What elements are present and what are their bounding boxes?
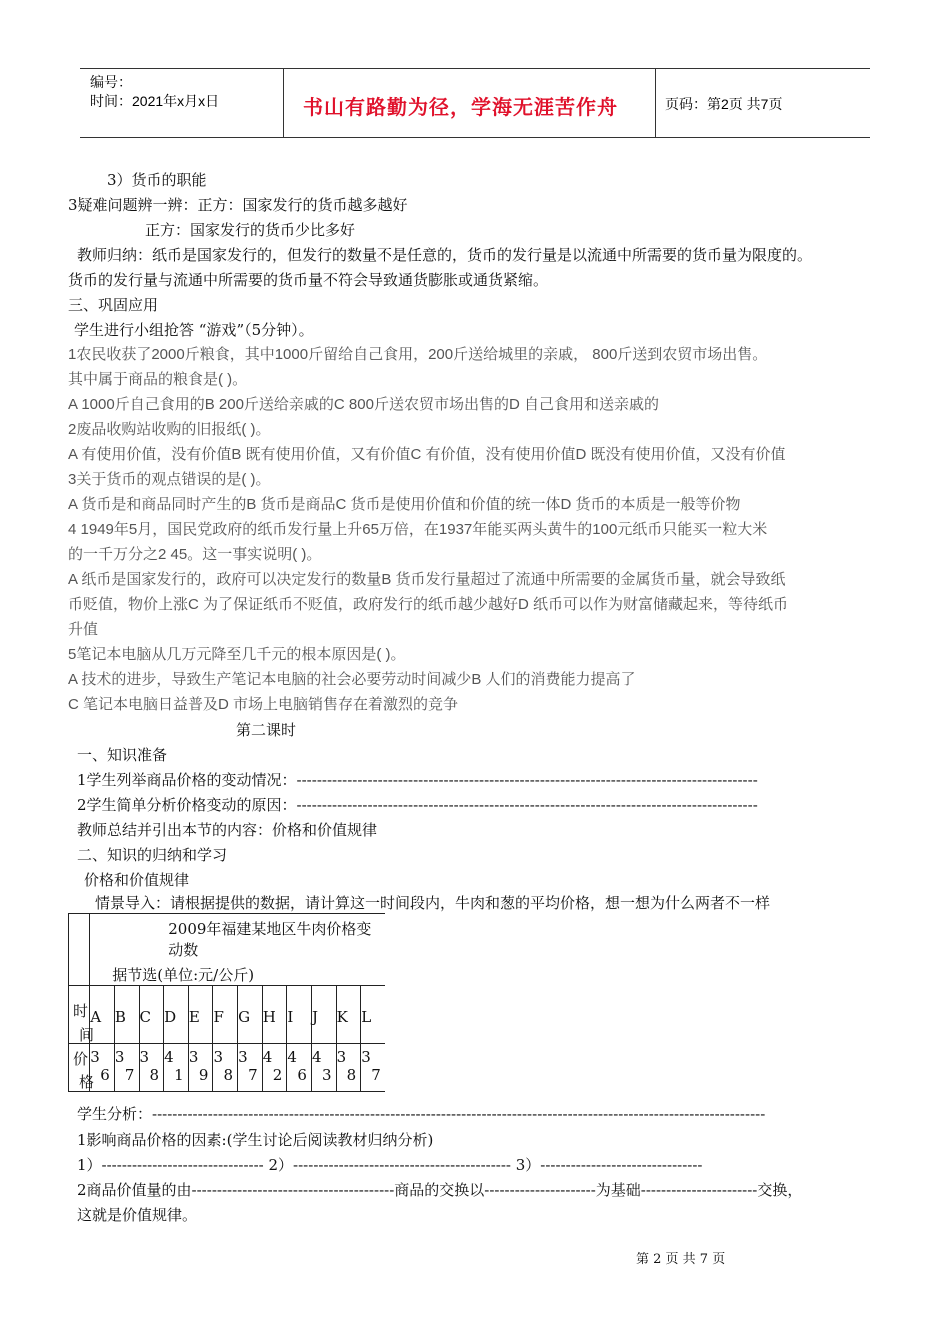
price-digit: 3 [188,1048,199,1066]
time-label-bottom: 间 [79,1026,95,1044]
price-digit: 4 [287,1048,297,1066]
question-text: 1农民收获了2000斤粮食，其中1000斤留给自己食用，200斤送给城里的亲戚， 800斤送到农贸市场出售。 [68,346,768,363]
text-line: 3疑难问题辨一辨：正方：国家发行的货币越多越好 [68,196,408,214]
time-label-top: 时 [73,1002,89,1020]
question-options: 币贬值，物价上涨C 为了保证纸币不贬值，政府发行的纸币越少越好D 纸币可以作为财富储藏起来，等待纸币 [68,596,789,613]
price-label-top: 价 [73,1050,89,1068]
table-cell [164,1044,189,1092]
table-row [69,986,386,1044]
table-cell: B [114,986,139,1044]
table-cell: J [312,986,337,1044]
price-digit: 3 [322,1066,332,1084]
text-line: 2学生简单分析价格变动的原因：------------------------------------------------------------------------------------------- [77,796,758,814]
time-header-cell [69,986,95,1044]
text-line: 学生分析：------------------------------------------------------------------------------------------------------------------------- [77,1105,766,1123]
table-cell [361,1044,385,1092]
price-digit: 4 [312,1048,322,1066]
text-line: 2商品价值量的由----------------------------------------商品的交换以----------------------为基础-----------------------交换， [77,1181,803,1199]
table-cell: G [238,986,263,1044]
page-footer: 第 2 页 共 7 页 [636,1252,726,1267]
beef-price-table [68,913,385,1092]
table-cell [287,1044,312,1092]
document-time: 时间：2021年x月x日 [90,93,220,109]
price-digit: 4 [262,1048,273,1066]
question-text: 2废品收购站收购的旧报纸( )。 [68,421,271,438]
price-label-bottom: 格 [79,1073,95,1091]
price-digit: 9 [198,1066,209,1084]
table-cell: L [361,986,385,1044]
question-text: 其中属于商品的粮食是( )。 [68,371,248,388]
text-line: 正方：国家发行的货币少比多好 [145,221,356,239]
price-digit: 3 [213,1048,223,1066]
question-options: A 纸币是国家发行的，政府可以决定发行的数量B 货币发行量超过了流通中所需要的金属货币量，就会导致纸 [68,571,786,588]
question-options: A 技术的进步，导致生产笔记本电脑的社会必要劳动时间减少B 人们的消费能力提高了 [68,671,636,688]
price-digit: 6 [100,1066,110,1084]
section-heading: 三、巩固应用 [68,296,159,314]
text-line: 1学生列举商品价格的变动情况：------------------------------------------------------------------------------------------- [77,771,758,789]
price-digit: 7 [248,1066,258,1084]
table-cell: A [90,986,115,1044]
text-line: 1）-------------------------------- 2）------------------------------------------- 3）-------------------------------- [77,1156,703,1174]
table-cell: D [164,986,189,1044]
question-options: C 笔记本电脑日益普及D 市场上电脑销售存在着激烈的竞争 [68,696,459,713]
table-cell [188,1044,213,1092]
document-number: 编号： [90,74,132,90]
price-digit: 3 [361,1048,371,1066]
price-digit: 3 [139,1048,150,1066]
question-text: 5笔记本电脑从几万元降至几千元的根本原因是( )。 [68,646,406,663]
table-cell [238,1044,263,1092]
section-heading: 一、知识准备 [77,746,168,764]
question-options: A 1000斤自己食用的B 200斤送给亲戚的C 800斤送农贸市场出售的D 自己食用和送亲戚的 [68,396,659,413]
price-header-cell [69,1044,95,1092]
table-cell [139,1044,164,1092]
header-meta-cell [80,69,284,137]
price-digit: 7 [124,1066,135,1084]
page-indicator: 页码：第2页 共7页 [665,96,783,112]
question-options: 升值 [68,621,99,638]
motto: 书山有路勤为径，学海无涯苦作舟 [303,95,618,119]
table-row [69,1044,386,1092]
price-digit: 3 [90,1048,100,1066]
table-cell [213,1044,238,1092]
question-text: 的一千万分之2 45。这一事实说明( )。 [68,546,322,563]
price-digit: 8 [223,1066,233,1084]
table-cell: F [213,986,238,1044]
text-line: 情景导入：请根据提供的数据，请计算这一时间段内，牛肉和葱的平均价格，想一想为什么两者不一样 [95,894,771,912]
question-options: A 货币是和商品同时产生的B 货币是商品C 货币是使用价值和价值的统一体D 货币的本质是一般等价物 [68,496,741,513]
header-page-cell [655,69,870,137]
price-digit: 4 [164,1048,174,1066]
table-title-cell [90,914,385,986]
text-line: 学生进行小组抢答 “游戏”（5分钟）。 [74,321,314,339]
price-digit: 2 [272,1066,283,1084]
price-digit: 1 [174,1066,184,1084]
question-text: 4 1949年5月，国民党政府的纸币发行量上升65万倍，在1937年能买两头黄牛的100元纸币只能买一粒大米 [68,521,768,538]
table-cell [336,1044,361,1092]
text-line: 这就是价值规律。 [77,1206,198,1224]
table-corner-cell [69,914,90,986]
price-digit: 8 [346,1066,357,1084]
text-line: 1影响商品价格的因素:(学生讨论后阅读教材归纳分析) [77,1131,434,1149]
text-line: 教师归纳：纸币是国家发行的，但发行的数量不是任意的，货币的发行量是以流通中所需要的货币量为限度的。 [77,246,813,264]
price-digit: 6 [297,1066,307,1084]
text-line: 教师总结并引出本节的内容：价格和价值规律 [77,821,378,839]
question-options: A 有使用价值，没有价值B 既有使用价值，又有价值C 有价值，没有使用价值D 既没有使用价值，又没有价值 [68,446,786,463]
question-text: 3关于货币的观点错误的是( )。 [68,471,271,488]
price-digit: 3 [336,1048,347,1066]
text-line: 价格和价值规律 [84,871,190,889]
price-digit: 7 [371,1066,381,1084]
table-cell: K [336,986,361,1044]
table-cell: C [139,986,164,1044]
price-digit: 8 [149,1066,160,1084]
table-title-line2: 据节选(单位:元/公斤) [112,966,255,984]
price-digit: 3 [238,1048,248,1066]
section-heading: 二、知识的归纳和学习 [77,846,228,864]
document-header [80,68,870,138]
table-cell: E [188,986,213,1044]
text-line: 3）货币的职能 [107,171,207,189]
table-cell [114,1044,139,1092]
table-title-line1: 2009年福建某地区牛肉价格变动数 [168,920,372,959]
price-digit: 3 [114,1048,125,1066]
table-cell: I [287,986,312,1044]
table-cell [262,1044,287,1092]
table-cell [312,1044,337,1092]
text-line: 货币的发行量与流通中所需要的货币量不符会导致通货膨胀或通货紧缩。 [68,271,549,289]
header-motto-cell [283,69,656,137]
lesson-title: 第二课时 [236,721,297,739]
table-cell: H [262,986,287,1044]
